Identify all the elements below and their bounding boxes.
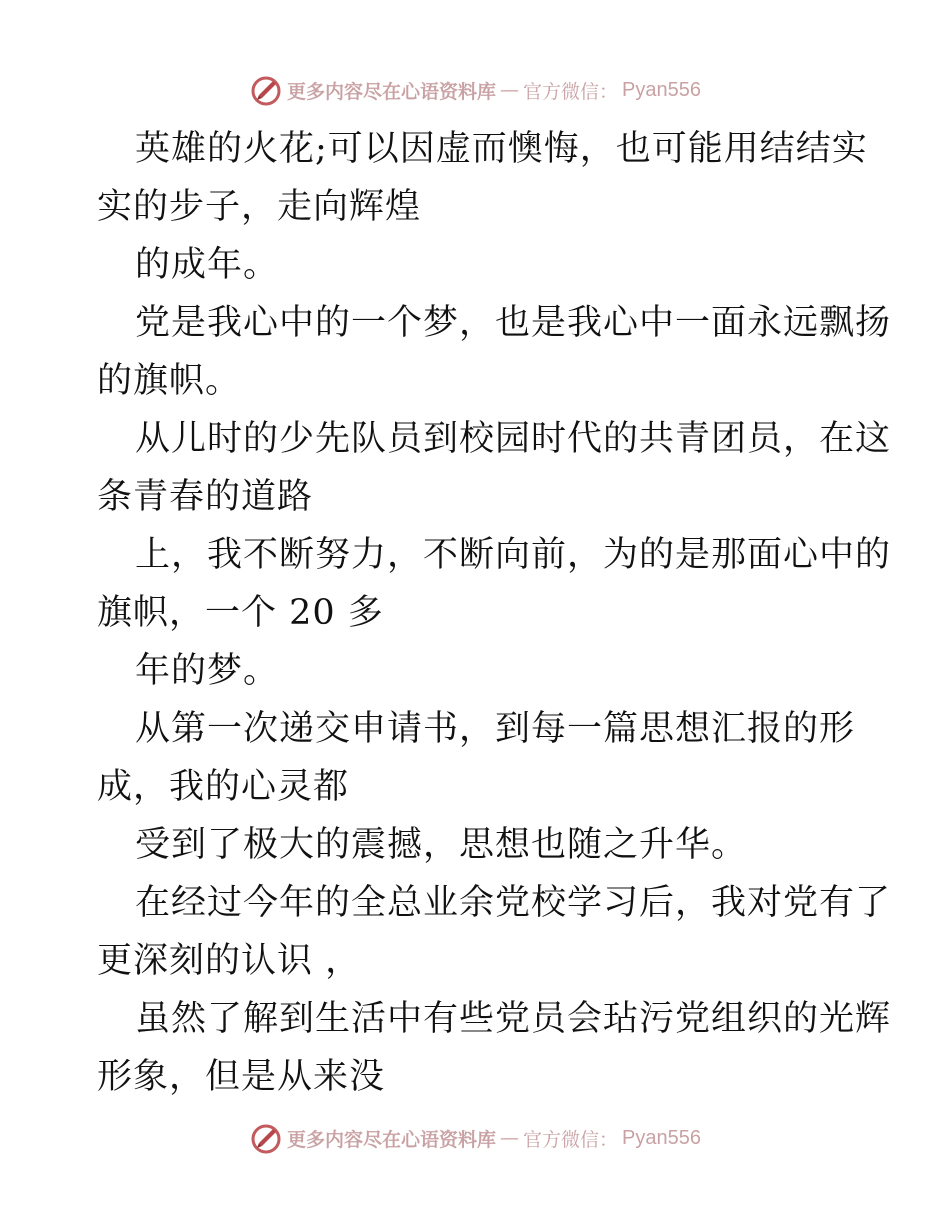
watermark-wechat-id: Pyan556 (622, 1126, 701, 1149)
text-line: 年的梦。 (135, 651, 280, 691)
text-line: 形象，但是从来没 (97, 1057, 386, 1097)
text-line: 在经过今年的全总业余党校学习后，我对党有了 (135, 883, 892, 923)
text-line: 英雄的火花;可以因虚而懊悔，也可能用结结实 (135, 129, 868, 169)
watermark-dash: — (500, 79, 520, 101)
watermark-dash: — (500, 1127, 520, 1149)
watermark-wechat-label: 官方微信： (523, 80, 619, 103)
text-line: 更深刻的认识 ， (97, 941, 362, 981)
text-line: 虽然了解到生活中有些党员会玷污党组织的光辉 (135, 999, 892, 1039)
text-line: 条青春的道路 (97, 477, 314, 517)
text-line: 旗帜，一个 20 多 (97, 593, 384, 633)
text-line: 成，我的心灵都 (97, 767, 350, 807)
document-body (97, 120, 892, 1106)
text-line: 的旗帜。 (97, 361, 242, 401)
text-line: 党是我心中的一个梦，也是我心中一面永远飘扬 (135, 303, 892, 343)
watermark-wechat-label: 官方微信： (523, 1128, 619, 1151)
footer-watermark (0, 1118, 950, 1158)
watermark-main-text: 更多内容尽在心语资料库 (287, 80, 497, 103)
header-watermark (0, 70, 950, 110)
pen-nib-logo-icon (249, 73, 283, 107)
text-line: 的成年。 (135, 245, 280, 285)
text-line: 实的步子，走向辉煌 (97, 187, 422, 227)
text-line: 上，我不断努力，不断向前，为的是那面心中的 (135, 535, 892, 575)
pen-nib-logo-icon (249, 1121, 283, 1155)
watermark-main-text: 更多内容尽在心语资料库 (287, 1128, 497, 1151)
text-line: 受到了极大的震撼，思想也随之升华。 (135, 825, 748, 865)
text-line: 从第一次递交申请书，到每一篇思想汇报的形 (135, 709, 856, 749)
watermark-wechat-id: Pyan556 (622, 78, 701, 101)
text-line: 从儿时的少先队员到校园时代的共青团员，在这 (135, 419, 892, 459)
